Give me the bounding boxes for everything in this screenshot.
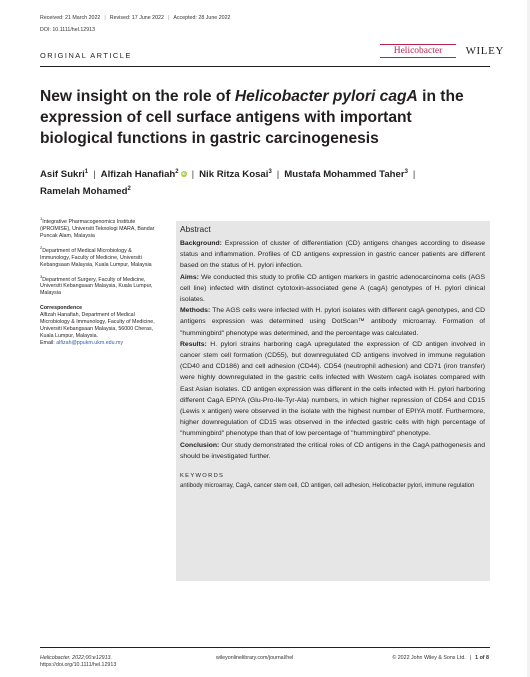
affiliation-text: Department of Surgery, Faculty of Medicine, Universiti Kebangsaan Malaysia, Kuala Lumpur, Malaysia [40,276,153,297]
citation-text: Helicobacter. 2022;00:e12913. [40,655,112,661]
correspondence-text [40,312,162,347]
abstract-conclusion [180,440,485,462]
date-separator: | [167,15,170,21]
affiliation-sup: 2 [40,244,43,250]
page-number: 1 of 8 [475,655,489,661]
revised-date: Revised: 17 June 2022 [109,15,164,21]
author-affil-sup: 3 [268,168,272,175]
affiliation [40,215,162,240]
section-text: The AGS cells were infected with H. pylori isolates with different cagA genotypes, and CD antigens expression was determined using DotScan™ antibody microarray. Formation of "hummingbird" phenotype was determined, and the percentage was calculated. [180,307,485,337]
section-text: We conducted this study to profile CD antigen markers in gastric adenocarcinoma cells (AGS cell line) infected with distinct cytotoxin-associated gene A (cagA) genotypes of H. pylori clinical isolates. [180,273,485,304]
author-name[interactable]: Ramelah Mohamed [40,186,128,197]
article-type: ORIGINAL ARTICLE [40,51,132,60]
author-list [40,166,500,200]
received-date: Received: 21 March 2022 [40,15,101,21]
article-title [40,86,480,149]
publisher-logo: WILEY [465,45,504,57]
author-affil-sup: 2 [127,185,131,192]
journal-logo: Helicobacter [380,44,456,58]
author-separator: | [93,169,96,180]
doi-line[interactable]: DOI: 10.1111/hel.12913 [40,27,96,33]
author-separator: | [191,169,195,180]
abstract [180,224,485,491]
keywords-heading: KEYWORDS [180,473,225,480]
affiliation-sup: 1 [40,216,43,221]
title-part-2: in the expression of cell surface antigens with important biological functions in gastric carcinogenesis [40,88,464,147]
date-separator: | [104,15,106,21]
section-text: Expression of cluster of differentiation (CD) antigens changes according to disease status and inflammation. Profiles of CD antigens expression in gastric cancer patients are different based on the status of H. pylori infection. [180,240,485,270]
footer-separator: | [469,655,472,661]
doi-link[interactable]: https://doi.org/10.1111/hel.12913 [40,662,117,668]
correspondence-heading: Correspondence [40,305,83,312]
orcid-icon[interactable]: iD [181,171,186,177]
abstract-methods [180,305,485,339]
author-name[interactable]: Alfizah Hanafiah [100,169,176,180]
author-affil-sup: 3 [404,168,408,175]
title-part-1: New insight on the role of [40,88,235,105]
affiliation-text: Department of Medical Microbiology & Immunology, Faculty of Medicine, Universiti Kebangsaan Malaysia, Kuala Lumpur, Malaysia [40,247,152,268]
article-dates [40,15,230,22]
abstract-aims [180,272,485,306]
author-name[interactable]: Mustafa Mohammed Taher [284,169,405,180]
footer-right [392,655,489,662]
keywords-text: antibody microarray, CagA, cancer stem cell, CD antigen, cell adhesion, Helicobacter pylori, immune regulation [180,483,475,490]
abstract-heading: Abstract [180,224,211,234]
footer-divider [40,647,490,648]
affiliation-text: Integrative Pharmacogenomics Institute (iPROMISE), Universiti Teknologi MARA, Bandar Puncak Alam, Malaysia [40,218,155,239]
section-label: Background: [180,240,222,247]
footer-website[interactable]: wileyonlinelibrary.com/journal/hel [216,655,294,661]
affiliation [40,244,162,269]
author-separator: | [412,169,416,180]
title-italic: Helicobacter pylori cagA [234,88,418,105]
correspondence-address: Alfizah Hanafiah, Department of Medical Microbiology & Immunology, Faculty of Medicine, Universiti Kebangsaan Malaysia, 56000 Cheras, Kuala Lumpur, Malaysia. [40,312,155,340]
author-name[interactable]: Asif Sukri [40,169,85,180]
author-affil-sup: 2 [175,168,179,175]
author-name[interactable]: Nik Ritza Kosai [199,169,269,180]
affiliations-column [40,215,162,351]
email-link[interactable]: alfizah@ppukm.ukm.edu.my [56,340,124,347]
section-label: Conclusion: [180,441,220,449]
section-label: Results: [180,340,207,348]
affiliation-sup: 3 [40,273,43,279]
email-label: Email: [40,340,57,347]
abstract-background [180,238,485,272]
copyright-text: © 2022 John Wiley & Sons Ltd. [392,655,466,661]
section-label: Aims: [180,273,199,281]
abstract-results [180,339,485,440]
section-label: Methods: [180,307,211,315]
author-separator: | [276,169,280,180]
section-text: Our study demonstrated the critical roles of CD antigens in the CagA pathogenesis and should be investigated further. [180,441,485,460]
header-divider [40,66,490,67]
footer-citation [40,655,116,669]
author-affil-sup: 1 [84,168,89,175]
section-text: H. pylori strains harboring cagA upregulated the expression of CD antigen involved in cancer stem cell formation (CD55), but downregulated CD antigens involved in immune regulation (CD40 and CD186) and cell adhesion (CD44). CD54 (neutrophil adhesion) and CD71 (iron transfer) were highly downregulated in the gastric cells infected with Western cagA isolates compared with East Asian isolates. CD antigen expression was different in the cells infected with H. pylori harboring different CagA EPIYA (Glu-Pro-Ile-Tyr-Ala) numbers, in which higher repression of CD54 and CD15 (Lewis x antigen) were observed in the isolate with the highest number of EPIYA motif. Furthermore, higher downregulation of CD15 was observed in the infected gastric cells with high percentage of "hummingbird" phenotype than that of low percentage of "hummingbird" phenotype. [180,340,485,438]
accepted-date: Accepted: 28 June 2022 [173,15,231,21]
affiliation [40,273,162,298]
